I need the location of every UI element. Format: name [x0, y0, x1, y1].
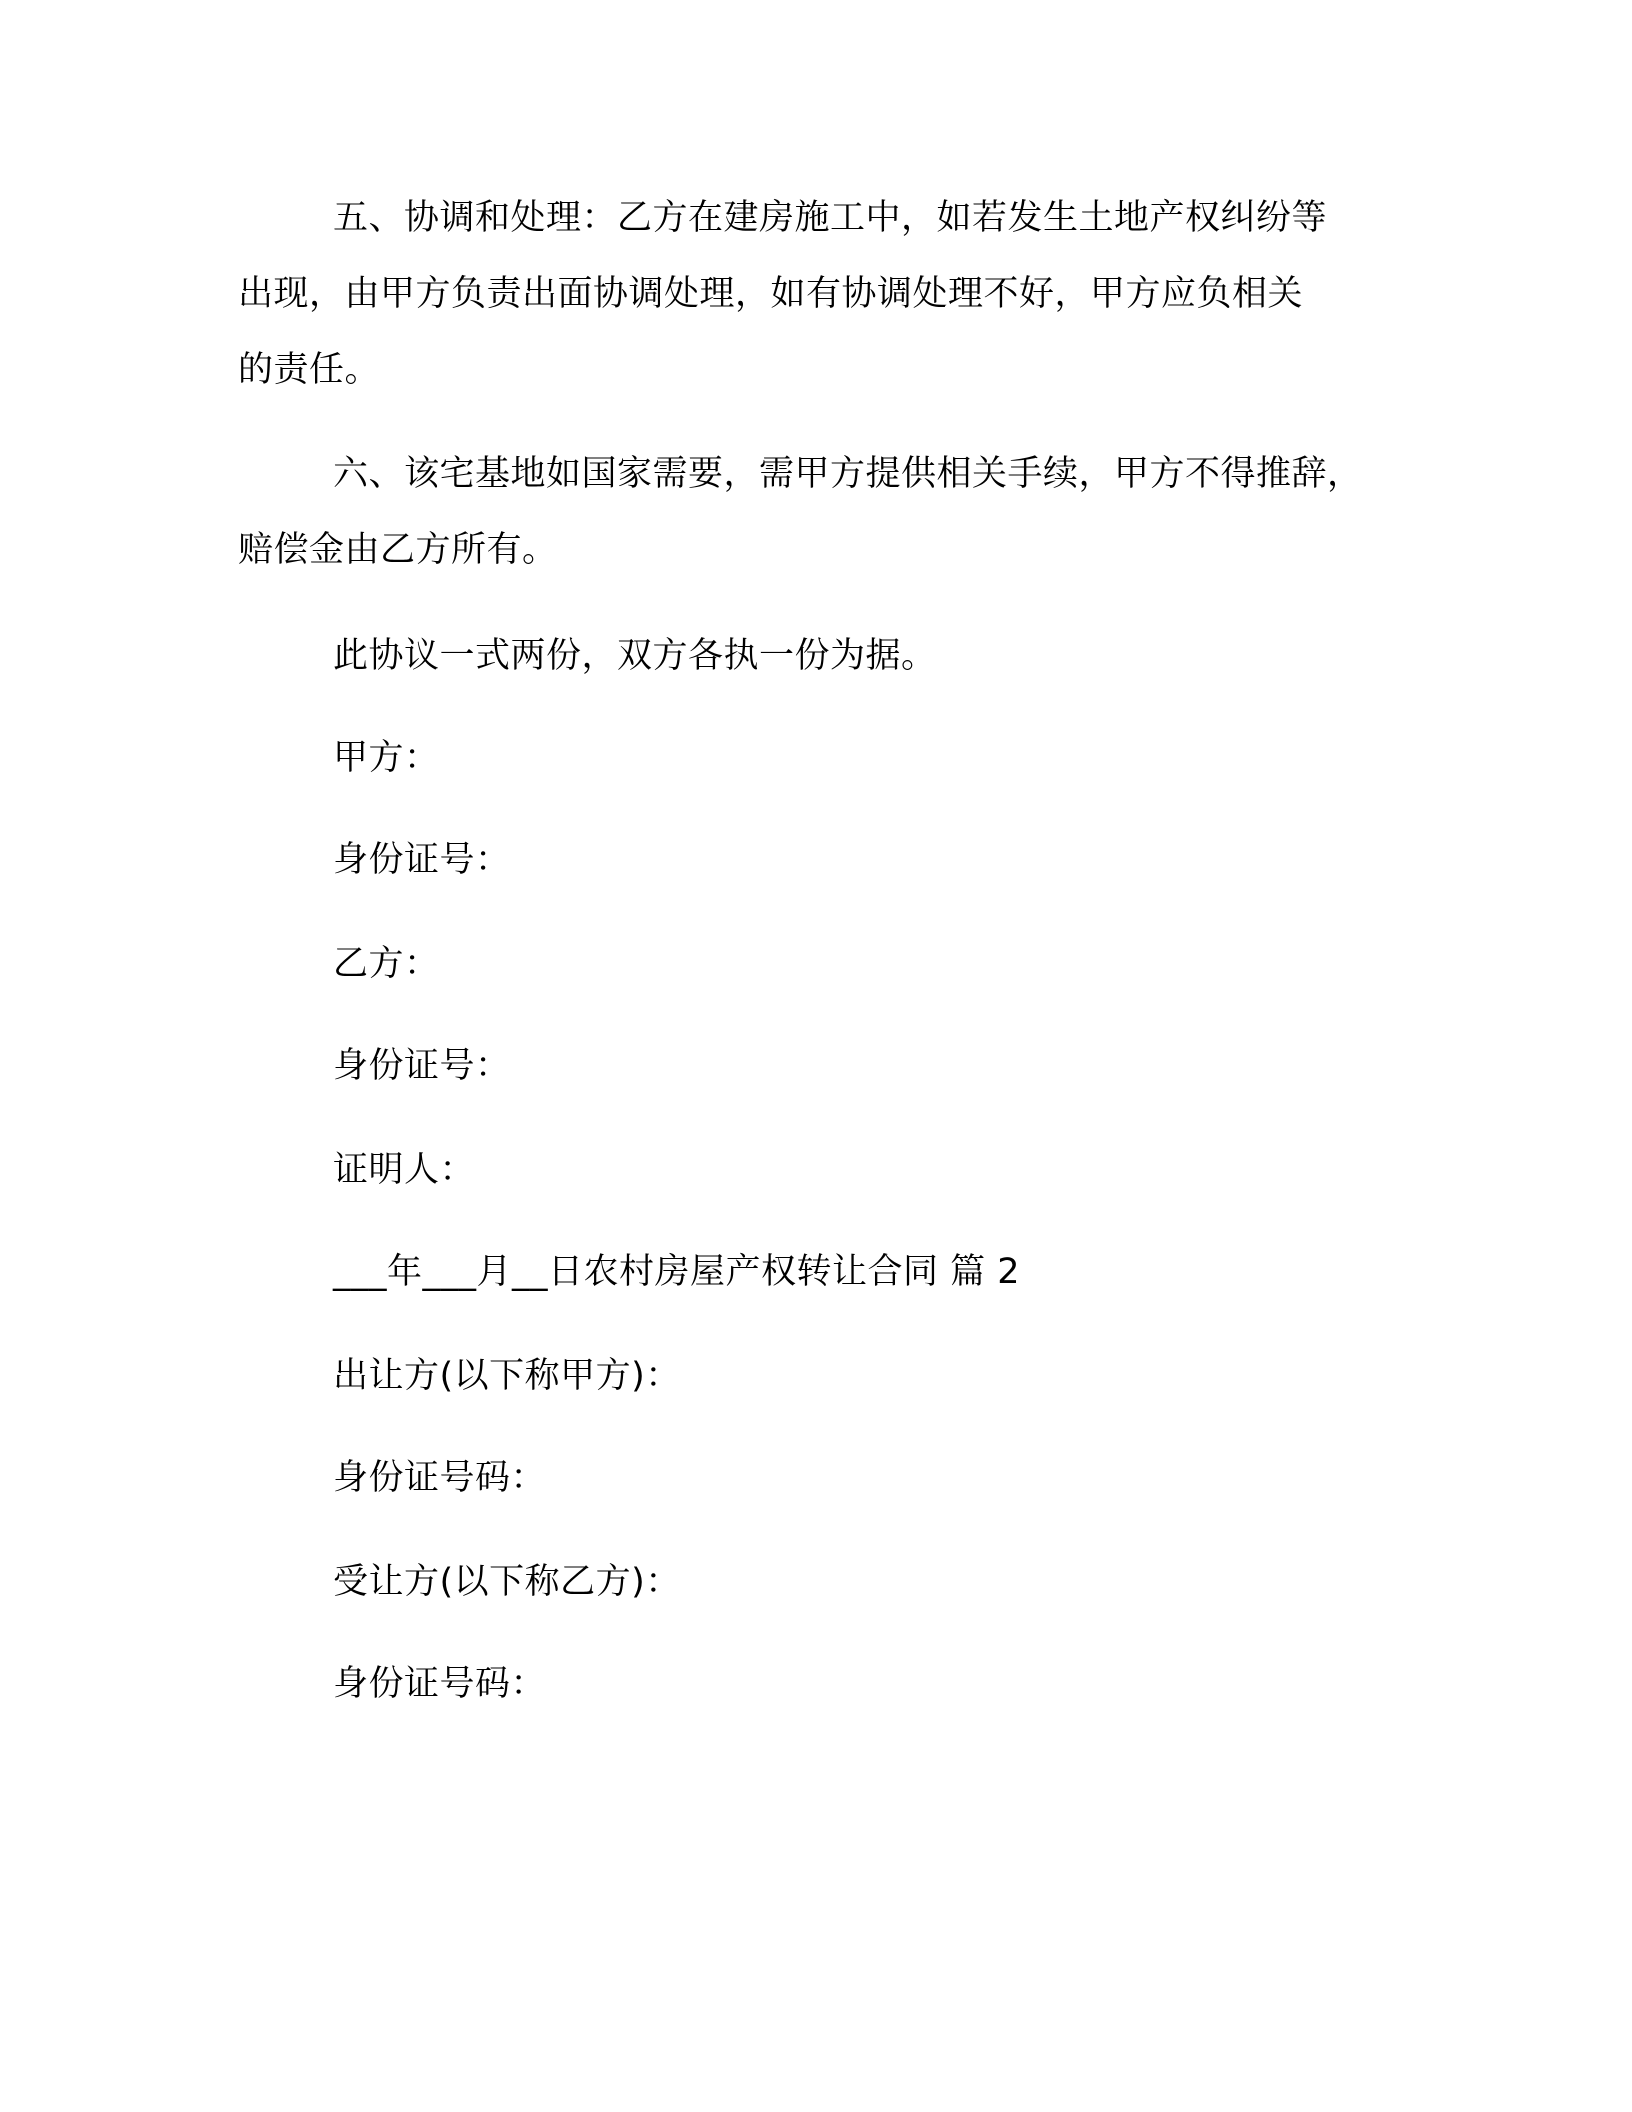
party-a-id-label: 身份证号： — [333, 840, 511, 880]
clause-6-line-1: 六、该宅基地如国家需要，需甲方提供相关手续，甲方不得推辞， — [333, 454, 1363, 494]
clause-6-line-2: 赔偿金由乙方所有。 — [238, 530, 558, 570]
clause-5-line-3: 的责任。 — [238, 350, 381, 390]
date-and-contract-title: ___年___月__日农村房屋产权转让合同 篇 2 — [333, 1252, 1021, 1292]
transferor-id-label: 身份证号码： — [333, 1458, 547, 1498]
party-b-label: 乙方： — [333, 944, 440, 984]
party-b-id-label: 身份证号： — [333, 1046, 511, 1086]
witness-label: 证明人： — [333, 1150, 476, 1190]
transferee-label: 受让方(以下称乙方)： — [333, 1562, 681, 1602]
clause-5-line-2: 出现，由甲方负责出面协调处理，如有协调处理不好，甲方应负相关 — [238, 274, 1304, 314]
copies-clause: 此协议一式两份，双方各执一份为据。 — [333, 636, 937, 676]
transferee-id-label: 身份证号码： — [333, 1664, 547, 1704]
clause-5-line-1: 五、协调和处理：乙方在建房施工中，如若发生土地产权纠纷等 — [333, 198, 1328, 238]
transferor-label: 出让方(以下称甲方)： — [333, 1356, 681, 1396]
party-a-label: 甲方： — [333, 738, 440, 778]
